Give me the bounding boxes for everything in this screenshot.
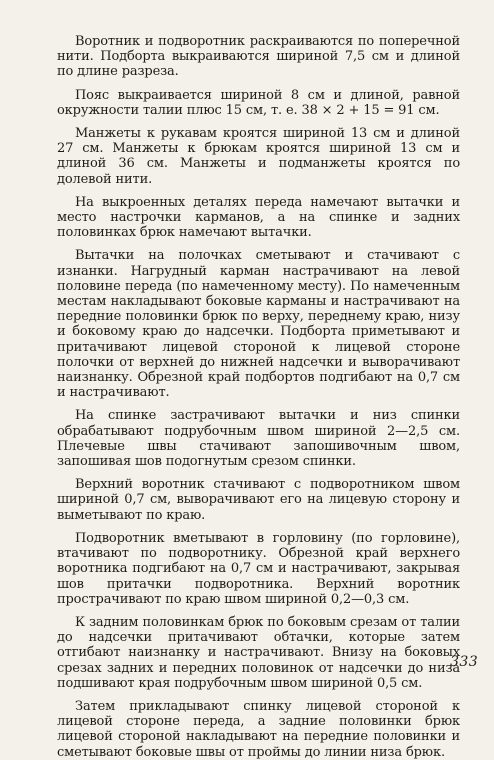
page-body bbox=[57, 34, 460, 760]
paragraph-upper-collar: Верхний воротник стачивают с подворотником швом шириной 0,7 см, выворачивают его на лицевую сторону и выметывают по краю. bbox=[57, 477, 460, 523]
page-number: 333 bbox=[450, 654, 478, 670]
paragraph-darts-and-pockets: Вытачки на полочках сметывают и стачивают с изнанки. Нагрудный карман настрачивают на левой половине переда (по намеченному месту). По намеченным местам накладывают боковые карманы и настрачивают на передние половинки брюк по верху, переднему краю, низу и боковому краю до надсечки. Подборта приметывают и притачивают лицевой стороной к лицевой стороне полочки от верхней до нижней надсечки и выворачивают наизнанку. Обрезной край подбортов подгибают на 0,7 см и настрачивают. bbox=[57, 248, 460, 401]
paragraph-back-processing: На спинке застрачивают вытачки и низ спинки обрабатывают подрубочным швом шириной 2—2,5 см. Плечевые швы стачивают запошивочным швом, запошивая шов подогнутым срезом спинки. bbox=[57, 408, 460, 470]
paragraph-belt-cutting: Пояс выкраивается шириной 8 см и длиной, равной окружности талии плюс 15 см, т. е. 38 × 2 + 15 = 91 см. bbox=[57, 87, 460, 118]
paragraph-trouser-facings: К задним половинкам брюк по боковым срезам от талии до надсечки притачивают обтачки, которые затем отгибают наизнанку и настрачивают. Внизу на боковых срезах задних и передних половинок от надсечки до низа подшивают края подрубочным швом шириной 0,5 см. bbox=[57, 614, 460, 691]
paragraph-collar-cutting: Воротник и подворотник раскраиваются по поперечной нити. Подборта выкраиваются шириной 7,5 см и длиной по длине разреза. bbox=[57, 34, 460, 80]
paragraph-cuffs-cutting: Манжеты к рукавам кроятся шириной 13 см и длиной 27 см. Манжеты к брюкам кроятся шириной 13 см и длиной 36 см. Манжеты и подманжеты кроятся по долевой нити. bbox=[57, 126, 460, 187]
paragraph-collar-attachment: Подворотник вметывают в горловину (по горловине), втачивают по подворотнику. Обрезной край верхнего воротника подгибают на 0,7 см и настрачивают, закрывая шов притачки подворотника. Верхний воротник прострачивают по краю швом шириной 0,2—0,3 см. bbox=[57, 530, 460, 607]
paragraph-marking-details: На выкроенных деталях переда намечают вытачки и место настрочки карманов, а на спинке и задних половинках брюк намечают вытачки. bbox=[57, 194, 460, 241]
paragraph-side-seams: Затем прикладывают спинку лицевой стороной к лицевой стороне переда, а задние половинки брюк лицевой стороной накладывают на передние половинки и сметывают боковые швы от проймы до линии низа брюк. bbox=[57, 698, 460, 760]
